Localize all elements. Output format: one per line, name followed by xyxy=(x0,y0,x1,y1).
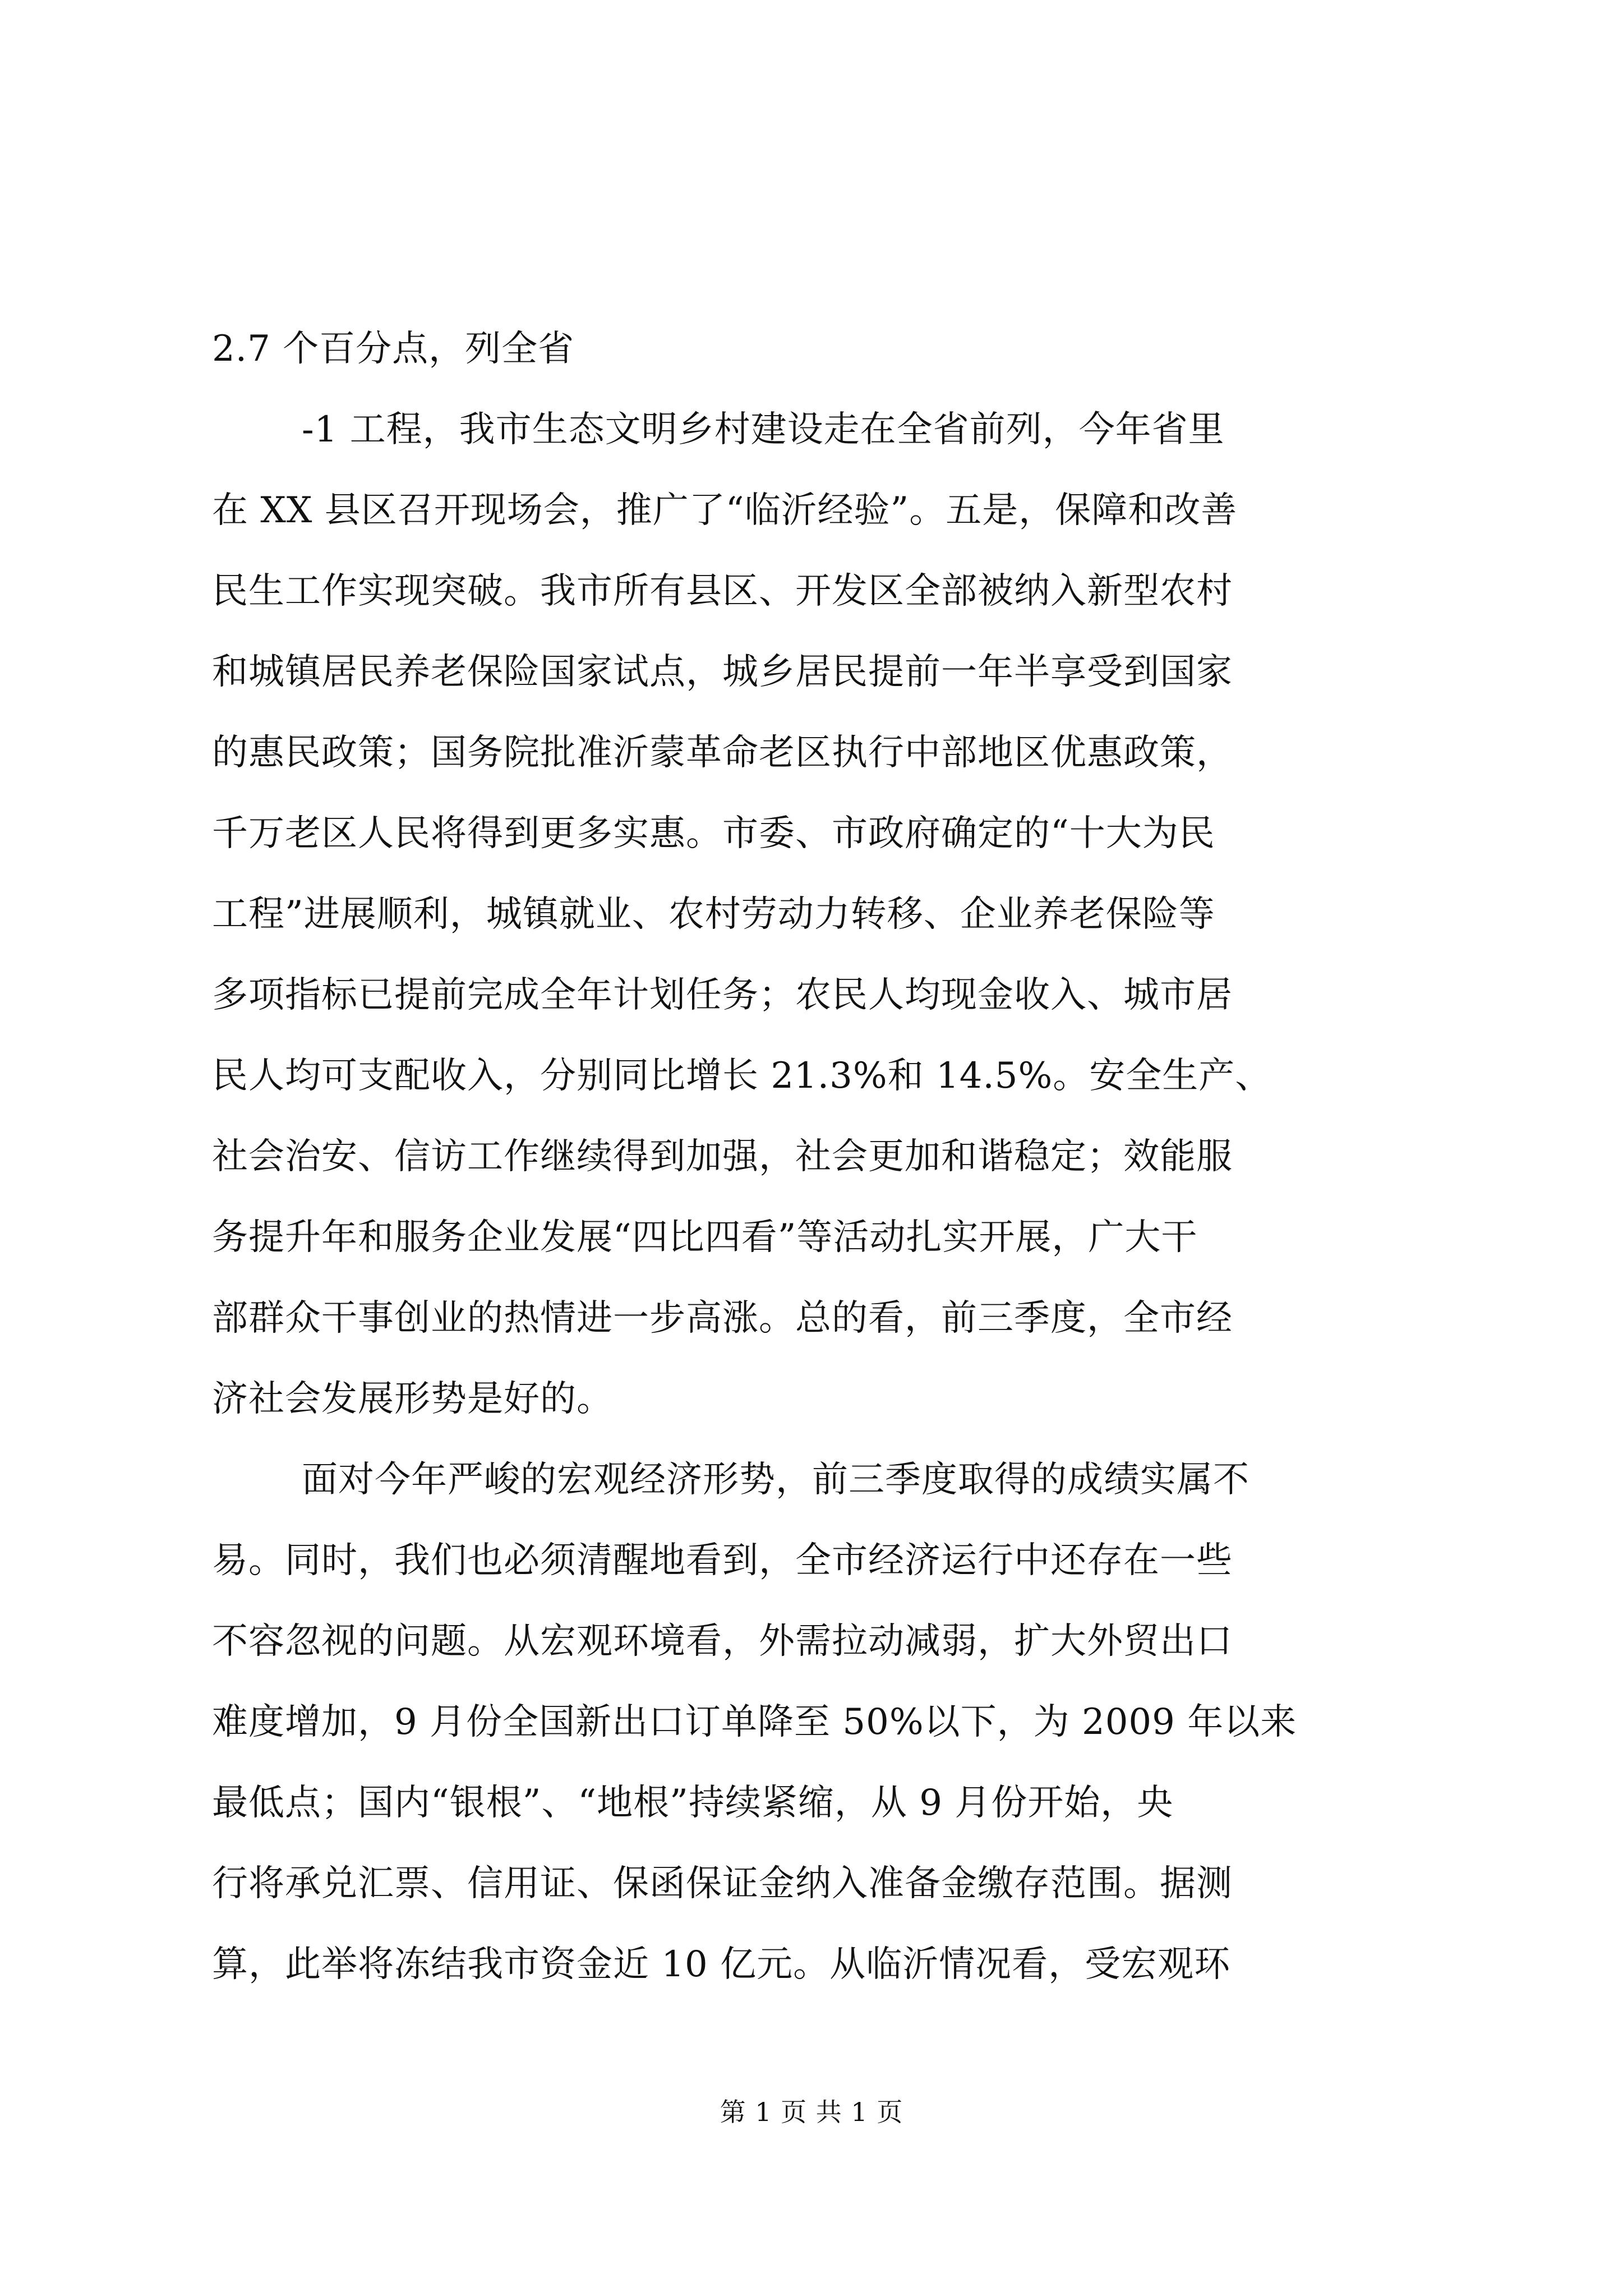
text-line: 2.7 个百分点，列全省 xyxy=(212,328,575,370)
text-line: 千万老区人民将得到更多实惠。市委、市政府确定的“十大为民 xyxy=(212,813,1215,854)
text-line: 难度增加，9 月份全国新出口订单降至 50%以下，为 2009 年以来 xyxy=(212,1701,1297,1743)
text-line: 不容忽视的问题。从宏观环境看，外需拉动减弱，扩大外贸出口 xyxy=(212,1621,1233,1662)
text-line: 易。同时，我们也必须清醒地看到，全市经济运行中还存在一些 xyxy=(212,1540,1233,1581)
text-line: 在 XX 县区召开现场会，推广了“临沂经验”。五是，保障和改善 xyxy=(212,490,1238,531)
paragraph-start-line: -1 工程，我市生态文明乡村建设走在全省前列，今年省里 xyxy=(302,409,1225,450)
body-text xyxy=(212,309,1418,2005)
text-line: 行将承兑汇票、信用证、保函保证金纳入准备金缴存范围。据测 xyxy=(212,1863,1233,1904)
text-line: 民生工作实现突破。我市所有县区、开发区全部被纳入新型农村 xyxy=(212,570,1233,612)
text-line: 最低点；国内“银根”、“地根”持续紧缩，从 9 月份开始，央 xyxy=(212,1782,1174,1824)
text-line: 济社会发展形势是好的。 xyxy=(212,1378,613,1420)
text-line: 的惠民政策；国务院批准沂蒙革命老区执行中部地区优惠政策， xyxy=(212,732,1233,774)
text-line: 务提升年和服务企业发展“四比四看”等活动扎实开展，广大干 xyxy=(212,1217,1198,1258)
text-line: 民人均可支配收入，分别同比增长 21.3%和 14.5%。安全生产、 xyxy=(212,1055,1272,1097)
text-line: 社会治安、信访工作继续得到加强，社会更加和谐稳定；效能服 xyxy=(212,1136,1233,1177)
paragraph-start-line: 面对今年严峻的宏观经济形势，前三季度取得的成绩实属不 xyxy=(302,1459,1249,1501)
text-line: 和城镇居民养老保险国家试点，城乡居民提前一年半享受到国家 xyxy=(212,651,1233,693)
text-line: 工程”进展顺利，城镇就业、农村劳动力转移、企业养老保险等 xyxy=(212,894,1215,935)
text-line: 多项指标已提前完成全年计划任务；农民人均现金收入、城市居 xyxy=(212,974,1233,1016)
page-footer: 第 1 页 共 1 页 xyxy=(720,2097,903,2127)
text-line: 部群众干事创业的热情进一步高涨。总的看，前三季度，全市经 xyxy=(212,1297,1233,1339)
text-line: 算，此举将冻结我市资金近 10 亿元。从临沂情况看，受宏观环 xyxy=(212,1944,1231,1985)
